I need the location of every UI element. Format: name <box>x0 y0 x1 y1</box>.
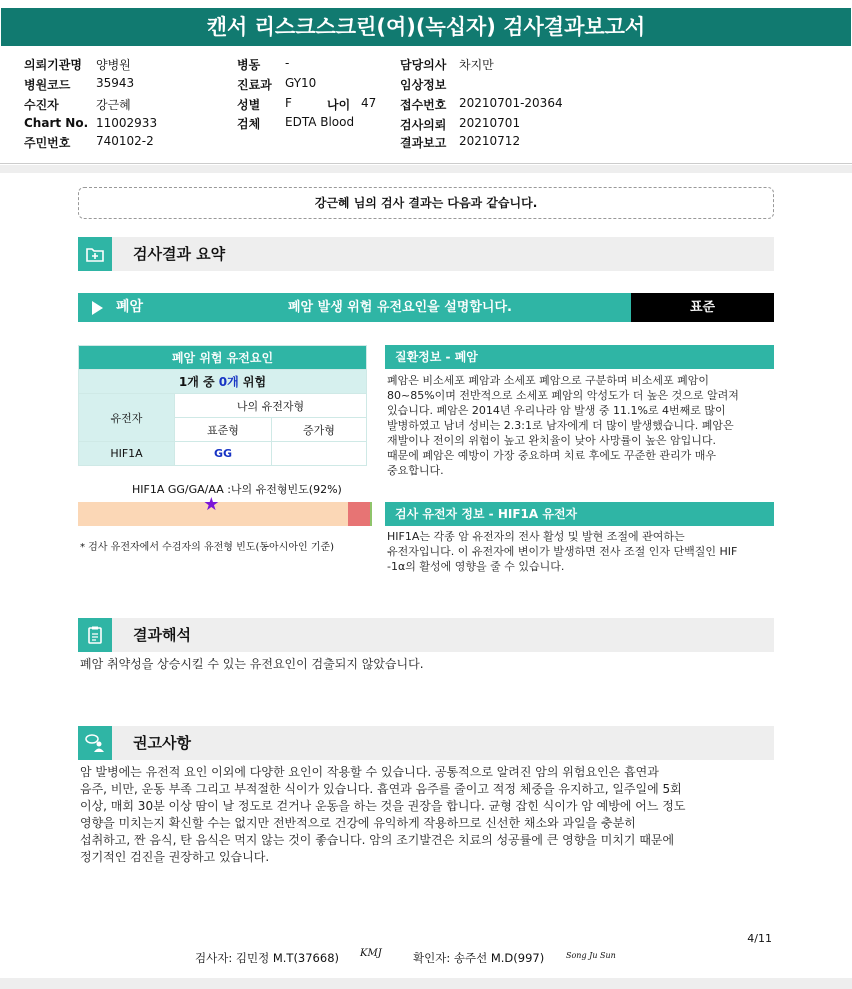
greeting-box: 강근혜 님의 검사 결과는 다음과 같습니다. <box>78 187 774 219</box>
gene-info-line: -1α의 활성에 영향을 줄 수 있습니다. <box>387 560 565 573</box>
recommendation-text <box>80 764 776 866</box>
gene-name-cell: HIF1A <box>79 442 175 466</box>
gene-risk-table <box>78 345 367 466</box>
sex-value: F <box>285 96 292 110</box>
specimen-value: EDTA Blood <box>285 115 355 129</box>
interpretation-title: 결과해석 <box>133 626 191 644</box>
risk-status-badge: 표준 <box>631 293 774 322</box>
recommendation-line: 섭취하고, 짠 음식, 탄 음식은 먹지 않는 것이 좋습니다. 암의 조기발견은 치료의 성공률에 큰 영향을 미치기 때문에 <box>80 833 675 847</box>
interpretation-section-header <box>78 618 774 652</box>
disease-info-line: 재발이나 전이의 위험이 높고 완치율이 낮아 사망률이 높은 암입니다. <box>387 434 716 447</box>
doctor-label: 담당의사 <box>400 58 447 72</box>
recommendation-line: 영향을 미치는지 확신할 수는 없지만 전반적으로 건강에 유익하게 작용하므로 신선한 채소와 과일을 충분히 <box>80 816 636 830</box>
disease-info-text <box>387 373 780 478</box>
clipboard-icon <box>78 618 112 652</box>
rrn-label: 주민번호 <box>24 136 71 150</box>
examiner-name: 검사자: 김민정 M.T(37668) <box>195 951 339 965</box>
ward-label: 병동 <box>237 58 261 72</box>
age-value: 47 <box>361 96 377 110</box>
my-genotype-star-icon: ★ <box>203 494 220 515</box>
request-date-value: 20210701 <box>459 116 521 130</box>
risk-count-value: 0개 <box>218 375 239 389</box>
risk-count <box>79 370 367 394</box>
cancer-result-bar <box>78 293 774 322</box>
sex-label: 성별 <box>237 98 261 112</box>
disease-info-line: 있습니다. 폐암은 2014년 우리나라 암 발생 중 11.1%로 4번째로 많이 <box>387 404 726 417</box>
folder-plus-icon <box>78 237 112 271</box>
disease-info-line: 80~85%이며 전반적으로 소세포 폐암의 악성도가 더 높은 것으로 알려져 <box>387 389 739 402</box>
frequency-note: * 검사 유전자에서 수검자의 유전형 빈도(동아시아인 기준) <box>80 542 335 553</box>
page-number: 4/11 <box>747 932 772 945</box>
hospital-code-label: 병원코드 <box>24 78 71 92</box>
chart-no-value: 11002933 <box>96 116 158 130</box>
increased-genotype-cell <box>272 442 367 466</box>
dept-value: GY10 <box>285 76 317 90</box>
receipt-label: 접수번호 <box>400 98 447 112</box>
recommendation-title: 권고사항 <box>133 734 191 752</box>
doctor-value: 차지만 <box>459 58 494 72</box>
footer-bar <box>0 978 852 989</box>
disease-info-line: 중요합니다. <box>387 464 444 477</box>
standard-genotype-cell: GG <box>175 442 272 466</box>
specimen-label: 검체 <box>237 117 261 131</box>
rrn-value: 740102-2 <box>96 134 154 148</box>
report-date-value: 20210712 <box>459 134 521 148</box>
institution-value: 양병원 <box>96 58 131 72</box>
receipt-value: 20210701-20364 <box>459 96 563 110</box>
dept-label: 진료과 <box>237 78 272 92</box>
play-arrow-icon <box>92 301 103 315</box>
recommendation-section-header <box>78 726 774 760</box>
chart-no-label: Chart No. <box>24 116 89 130</box>
genotype-frequency-bar <box>78 494 372 526</box>
recommendation-line: 이상, 매회 30분 이상 땀이 날 정도로 걷거나 운동을 하는 것을 권장을 합니다. 균형 잡힌 식이가 암 예방에 어느 정도 <box>80 799 686 813</box>
gene-info-header: 검사 유전자 정보 - HIF1A 유전자 <box>385 502 774 526</box>
recommendation-line: 암 발병에는 유전적 요인 이외에 다양한 요인이 작용할 수 있습니다. 공통적으로 알려진 암의 위험요인은 흡연과 <box>80 765 659 779</box>
summary-section-header <box>78 237 774 271</box>
consultation-icon <box>78 726 112 760</box>
summary-title: 검사결과 요약 <box>133 245 226 263</box>
confirmer-name: 확인자: 송주선 M.D(997) <box>413 951 545 965</box>
frequency-segment-aa <box>370 502 372 526</box>
hospital-code-value: 35943 <box>96 76 135 90</box>
cancer-description: 폐암 발생 위험 유전요인을 설명합니다. <box>288 300 512 315</box>
disease-info-line: 발병하였고 남녀 성비는 2.3:1로 남자에게 더 많이 발생했습니다. 폐암은 <box>387 419 734 432</box>
age-label: 나이 <box>327 98 351 112</box>
disease-info-line: 폐암은 비소세포 폐암과 소세포 폐암으로 구분하며 비소세포 폐암이 <box>387 374 710 387</box>
standard-col-header: 표준형 <box>175 418 272 442</box>
patient-header <box>0 52 852 164</box>
genotype-frequency-label: HIF1A GG/GA/AA :나의 유전형빈도(92%) <box>132 483 342 496</box>
increased-col-header: 증가형 <box>272 418 367 442</box>
request-date-label: 검사의뢰 <box>400 118 447 132</box>
recommendation-line: 음주, 비만, 운동 부족 그리고 부적절한 식이가 있습니다. 흡연과 음주를 줄이고 적정 체중을 유지하고, 일주일에 5회 <box>80 782 682 796</box>
patient-label: 수진자 <box>24 98 59 112</box>
patient-value: 강근혜 <box>96 98 131 112</box>
frequency-segment-ga <box>348 502 370 526</box>
interpretation-text: 폐암 취약성을 상승시킬 수 있는 유전요인이 검출되지 않았습니다. <box>80 657 424 671</box>
examiner-signature: KMJ <box>360 948 382 959</box>
report-date-label: 결과보고 <box>400 136 447 150</box>
risk-count-suffix: 위험 <box>238 375 267 389</box>
institution-label: 의뢰기관명 <box>24 58 82 72</box>
confirmer-signature: Song Ju Sun <box>566 951 616 960</box>
ward-value: - <box>285 56 290 70</box>
clinical-label: 임상정보 <box>400 78 447 92</box>
report-title: 캔서 리스크스크린(여)(녹십자) 검사결과보고서 <box>1 8 851 46</box>
gene-info-line: HIF1A는 각종 암 유전자의 전사 활성 및 발현 조절에 관여하는 <box>387 530 685 543</box>
gene-info-line: 유전자입니다. 이 유전자에 변이가 발생하면 전사 조절 인자 단백질인 HIF <box>387 545 738 558</box>
recommendation-line: 정기적인 검진을 권장하고 있습니다. <box>80 850 270 864</box>
gene-col-header: 유전자 <box>79 394 175 442</box>
risk-count-prefix: 1개 중 <box>178 375 219 389</box>
gene-info-text <box>387 529 780 574</box>
header-separator <box>0 165 852 173</box>
my-genotype-header: 나의 유전자형 <box>175 394 367 418</box>
gene-table-header: 폐암 위험 유전요인 <box>79 346 367 370</box>
disease-info-line: 때문에 폐암은 예방이 가장 중요하며 치료 후에도 꾸준한 관리가 매우 <box>387 449 716 462</box>
disease-info-header: 질환정보 - 폐암 <box>385 345 774 369</box>
cancer-name: 폐암 <box>116 299 144 315</box>
